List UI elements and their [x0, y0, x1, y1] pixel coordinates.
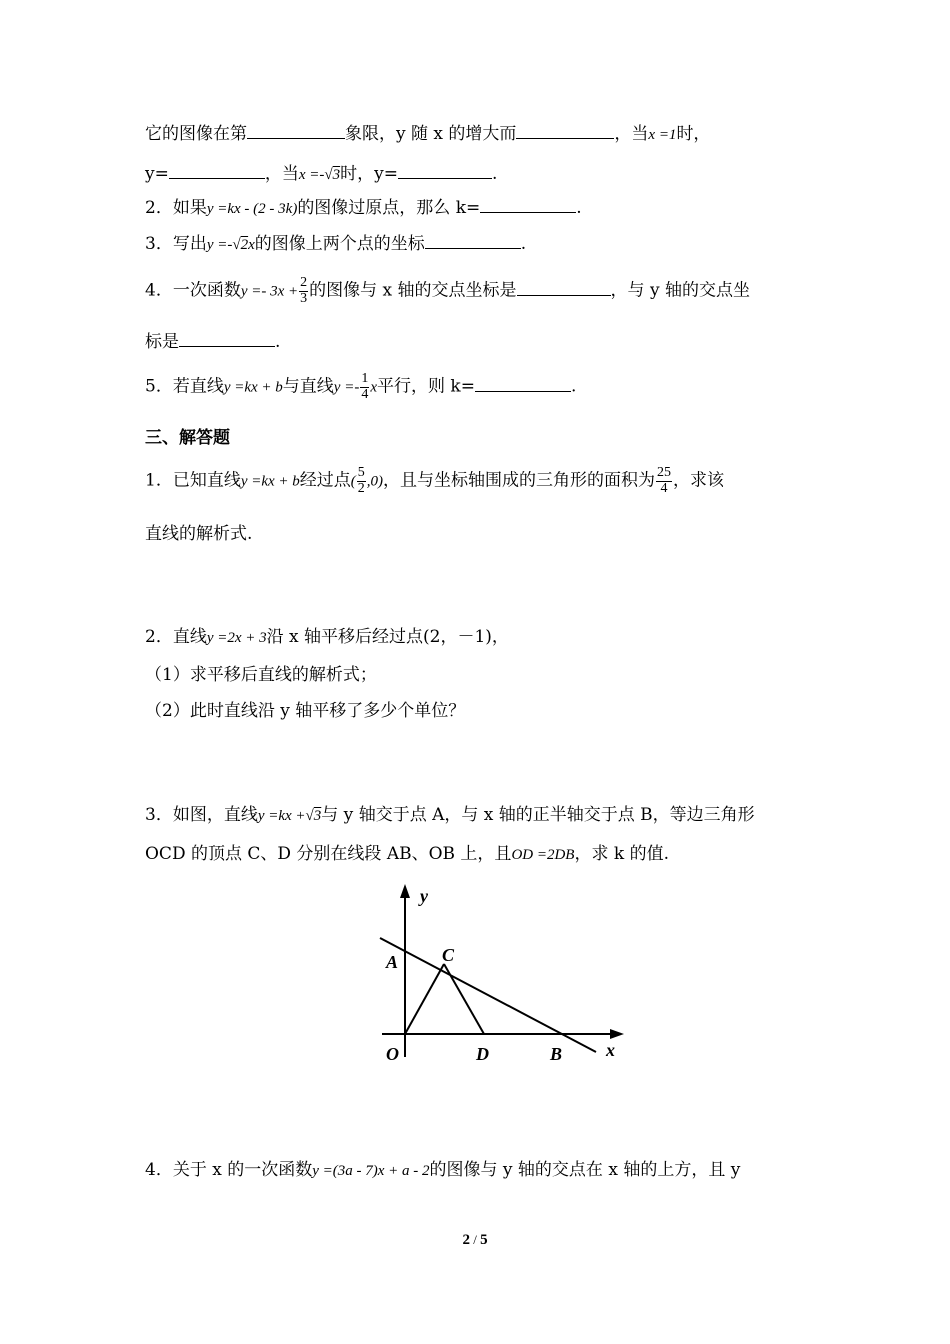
math-expr: x [248, 237, 255, 253]
text: 4．一次函数 [145, 280, 241, 301]
label-x: x [606, 1040, 615, 1060]
text: 3．如图，直线 [145, 805, 258, 825]
question-5 [145, 372, 576, 402]
text: 与直线 [282, 376, 334, 397]
text: 象限，y 随 x 的增大而 [345, 124, 517, 144]
math-expr: x [370, 379, 377, 396]
problem-1: 1．已知直线y =kx + b经过点( $\frac{5}{2}$ ,0)，且与坐标轴围成的三角形的面积为 $\frac{25}{4}$ ，求该 [145, 465, 725, 496]
math-expr: y =2x + 3 [206, 630, 267, 646]
fraction: $\frac{25}{4}$ [657, 465, 672, 496]
question-4-cont [145, 334, 280, 351]
text: . [520, 234, 527, 254]
text: 的图像与 y 轴的交点在 x 轴的上方，且 y [429, 1160, 741, 1180]
text: ，求该 [673, 470, 725, 491]
text: 的图像与 x 轴的交点坐标是 [309, 280, 517, 301]
text: 的图像上两个点的坐标 [254, 234, 425, 254]
section-heading: 三、解答题 [145, 428, 230, 448]
text: 1．已知直线 [145, 470, 241, 491]
math-expr: y =kx + [257, 808, 306, 824]
text: ，与 y 轴的交点坐 [610, 280, 750, 301]
text: 它的图像在第 [145, 124, 247, 144]
text: 时，y= [340, 164, 398, 184]
label-b: B [550, 1044, 563, 1064]
text: 沿 x 轴平移后经过点(2，－1)， [266, 627, 509, 647]
problem-4 [145, 1162, 740, 1179]
line-1 [145, 126, 710, 143]
total-pages: 5 [480, 1232, 488, 1248]
problem-1-cont: 直线的解析式. [145, 524, 253, 544]
math-expr: OD =2DB [511, 847, 575, 863]
label-a: A [386, 952, 399, 972]
label-y: y [420, 886, 428, 906]
math-expr: y =- [206, 237, 233, 253]
text: ，当 [614, 124, 649, 144]
math-expr: y =- 3x + [240, 283, 299, 300]
label-d: D [476, 1044, 489, 1064]
label-o: O [386, 1044, 399, 1064]
text: 与 y 轴交于点 A，与 x 轴的正半轴交于点 B，等边三角形 [321, 805, 755, 825]
answer-blank [425, 247, 521, 249]
problem-3: 3．如图，直线y =kx +√3与 y 轴交于点 A，与 x 轴的正半轴交于点 B，等边三角形 [145, 805, 755, 825]
segment-cd [444, 964, 484, 1034]
question-3: 3．写出y =-√2x的图像上两个点的坐标 . [145, 234, 527, 254]
math-expr: y =kx + b [223, 379, 283, 396]
fraction: $\frac{1}{4}$ [361, 371, 369, 402]
text: 5．若直线 [145, 376, 224, 397]
text: 时， [676, 124, 711, 144]
text: 的图像过原点，那么 k= [297, 198, 481, 218]
text: 2．直线 [145, 627, 207, 647]
fraction: $\frac{2}{3}$ [300, 275, 308, 306]
answer-blank [398, 177, 492, 179]
text: 经过点 [299, 470, 351, 491]
text: . [570, 376, 577, 397]
geometry-figure [360, 882, 630, 1067]
question-4 [145, 276, 750, 306]
answer-blank [480, 211, 576, 213]
answer-blank [169, 177, 265, 179]
segment-oc [405, 964, 444, 1034]
fraction: $\frac{5}{2}$ [357, 465, 365, 496]
answer-blank [517, 294, 611, 296]
problem-2 [145, 629, 509, 646]
math-expr: x =- [298, 167, 325, 183]
problem-3-cont [145, 846, 669, 863]
problem-2-sub2: （2）此时直线沿 y 轴平移了多少个单位？ [145, 701, 466, 721]
math-expr: y =kx - (2 - 3k) [206, 201, 298, 217]
text: OCD 的顶点 C、D 分别在线段 AB、OB 上，且 [145, 844, 512, 864]
math-expr: y =(3a - 7)x + a - 2 [312, 1163, 430, 1179]
text: 2．如果 [145, 198, 207, 218]
text: . [275, 332, 281, 352]
text: 标是 [145, 332, 179, 352]
question-2 [145, 200, 582, 217]
text: . [576, 198, 582, 218]
problem-2-sub1: （1）求平移后直线的解析式； [145, 665, 377, 685]
text: . [491, 164, 498, 184]
text: 4．关于 x 的一次函数 [145, 1160, 313, 1180]
text: ，且与坐标轴围成的三角形的面积为 [383, 470, 656, 491]
text: ，当 [264, 164, 299, 184]
math-expr: y =- [333, 379, 360, 396]
line-2: y= ，当x =-√3时，y= . [145, 164, 498, 184]
current-page: 2 [462, 1232, 470, 1248]
y-axis-arrow [400, 884, 410, 898]
page-number: 2 / 5 [462, 1232, 488, 1248]
math-sqrt: 3 [313, 808, 322, 824]
math-sqrt: 3 [332, 167, 341, 183]
answer-blank [247, 137, 345, 139]
answer-blank [516, 137, 614, 139]
math-expr: x =1 [648, 127, 677, 143]
math-expr: y =kx + b [240, 473, 300, 490]
x-axis-arrow [610, 1029, 624, 1039]
text: 3．写出 [145, 234, 207, 254]
answer-blank [475, 390, 571, 392]
answer-blank [179, 345, 275, 347]
label-c: C [442, 945, 455, 965]
text: ，求 k 的值. [574, 844, 669, 864]
text: 平行，则 k= [377, 376, 475, 397]
math-sqrt: 2 [240, 237, 249, 253]
text: y= [145, 164, 169, 184]
